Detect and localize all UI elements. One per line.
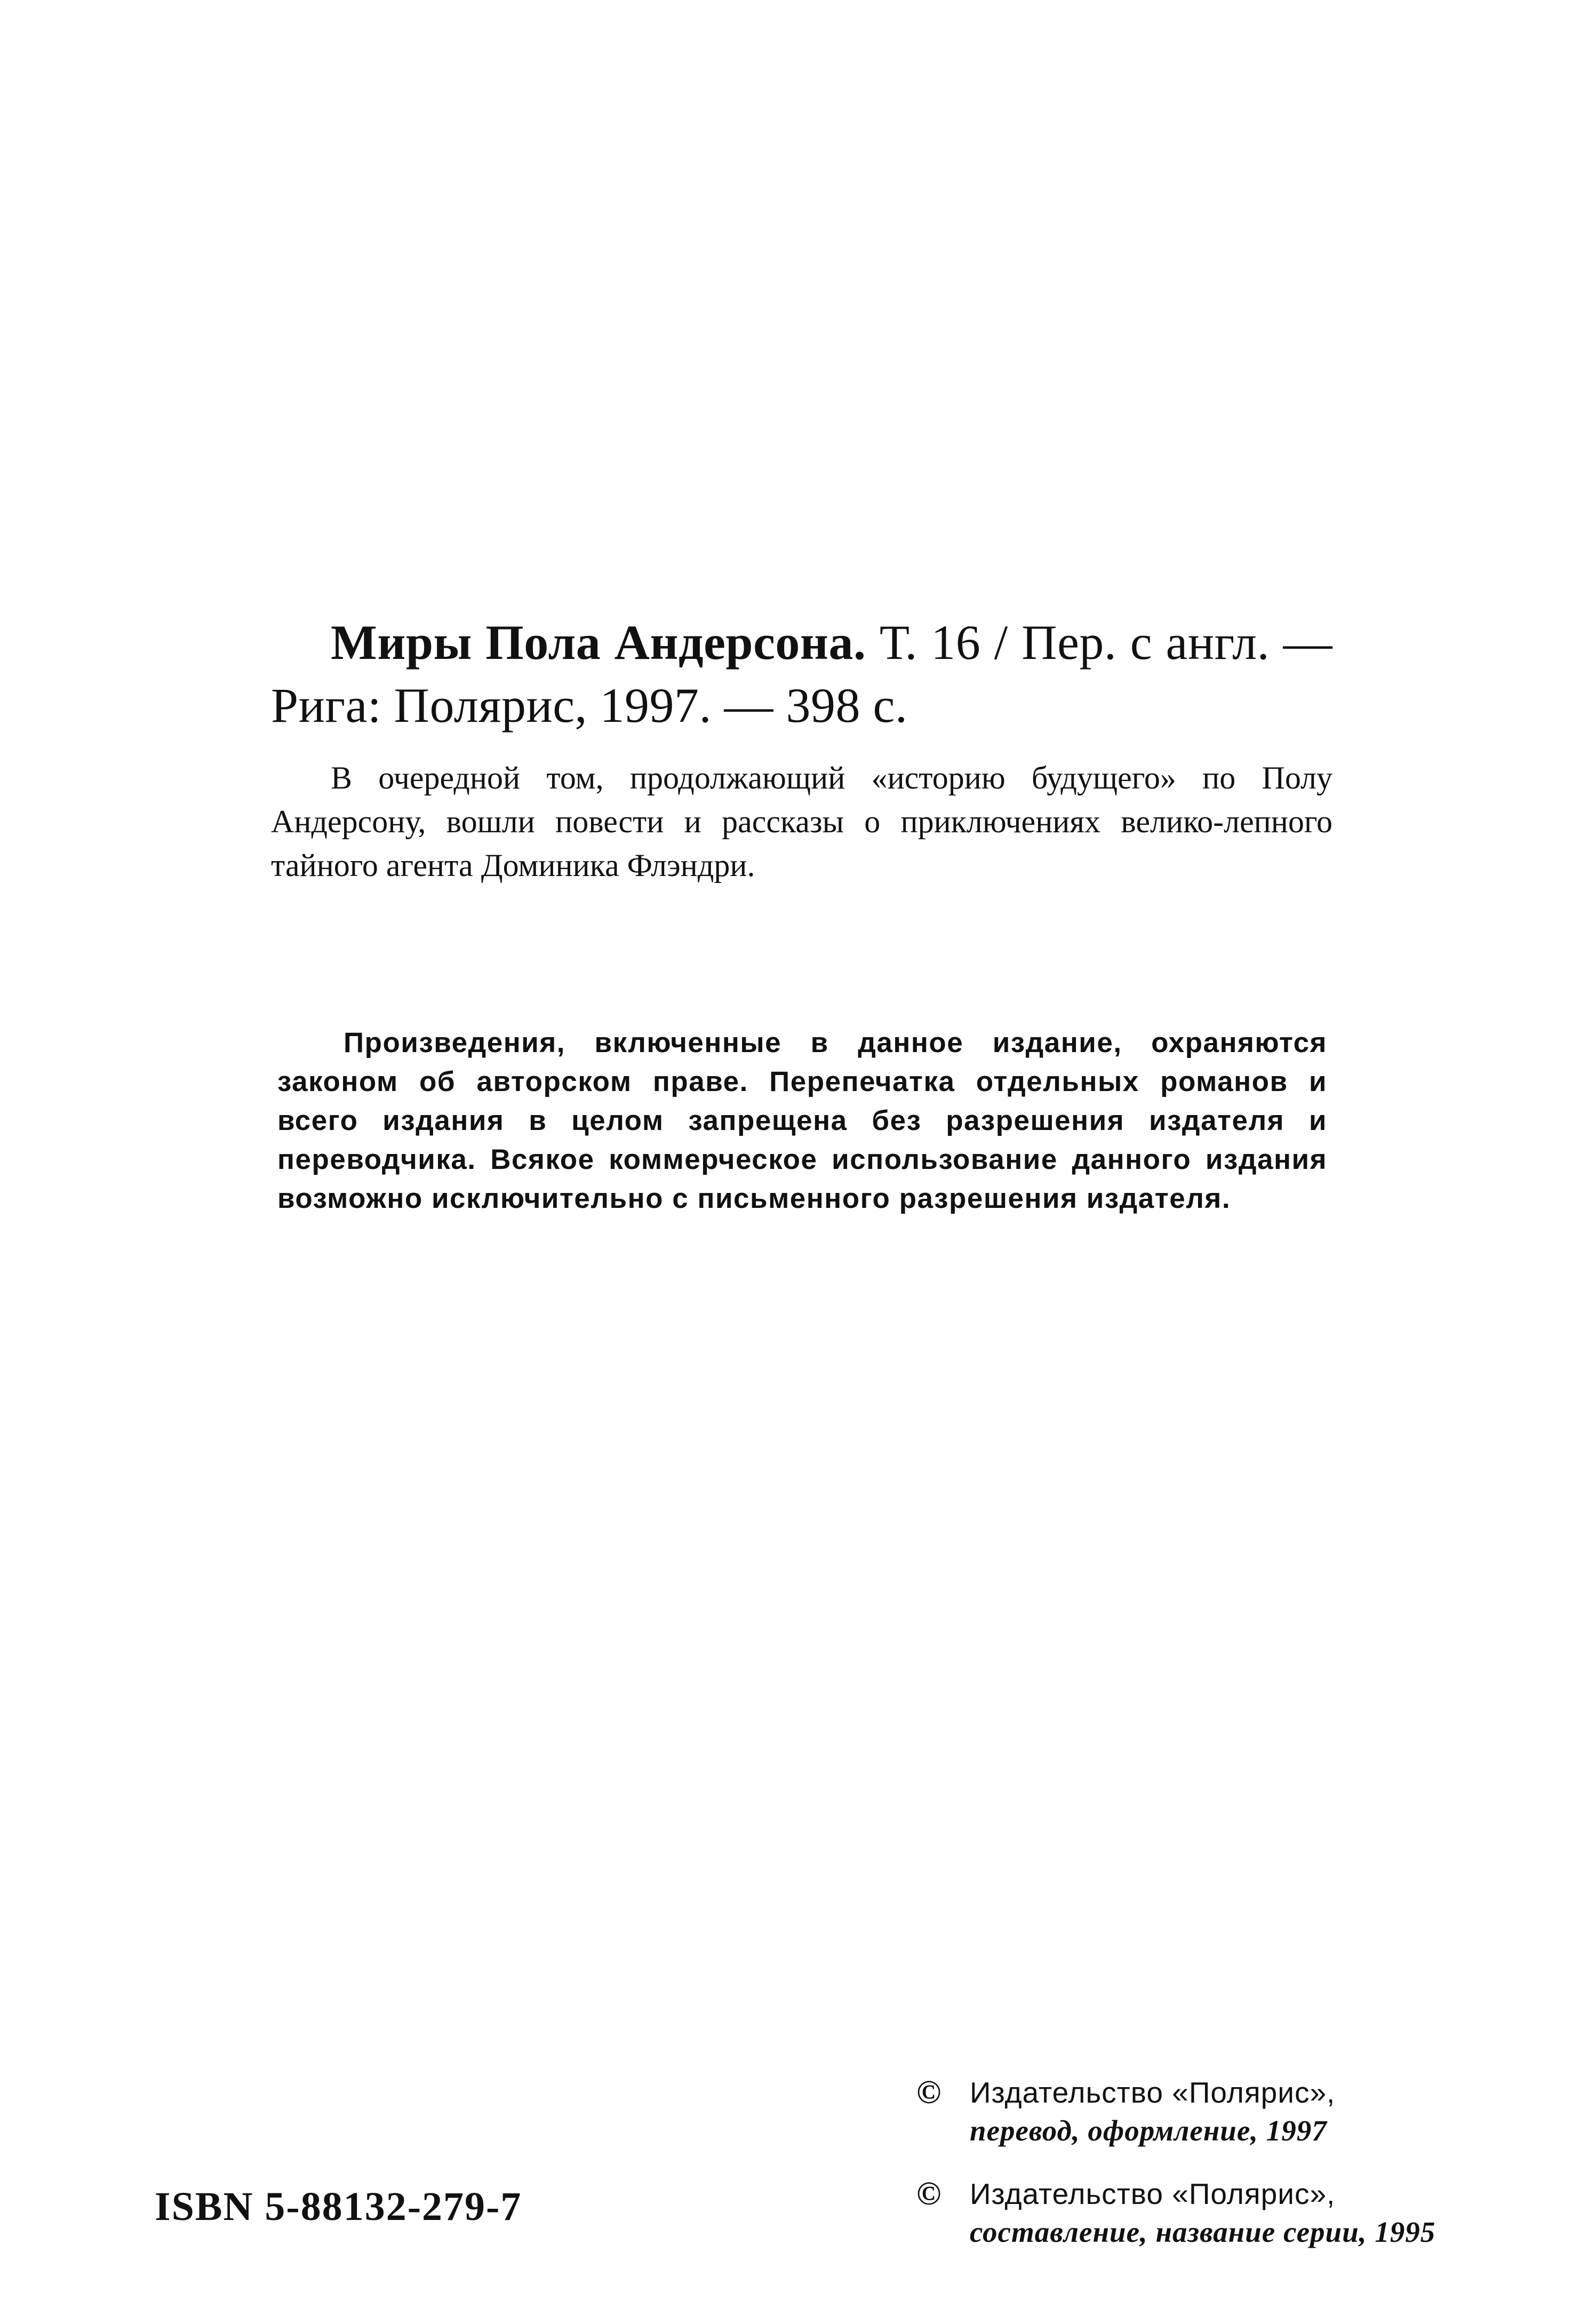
copyright-entry [916,2073,1498,2150]
bibliographic-citation [271,611,1332,737]
copyright-entry [916,2175,1498,2251]
copyright-scope: составление, название серии, 1995 [970,2216,1436,2248]
copyright-lines [916,2073,1498,2276]
copyright-notice: Произведения, включенные в данное издание, охраняются законом об авторском праве. Перепечатка отдельных романов и всего издания в целом запрещена без разрешения издателя и переводчика. Всякое коммерческое использование данного издания возможно исключительно с письменного разрешения издателя. [277,1027,1327,1214]
copyright-symbol: © [916,2176,941,2212]
copyright-holder: Издательство «Полярис», [970,2177,1336,2210]
isbn: ISBN 5-88132-279-7 [155,2184,522,2229]
copyright-scope: перевод, оформление, 1997 [970,2114,1327,2147]
copyright-holder: Издательство «Полярис», [970,2076,1336,2109]
book-series-title: Миры Пола Андерсона. [331,615,866,670]
copyright-symbol: © [916,2074,941,2111]
bibliographic-record [271,611,1332,887]
publication-details: Т. 16 / Пер. с англ. — Рига: Полярис, 1997. — 398 с. [271,615,1332,733]
book-annotation: В очередной том, продолжающий «историю будущего» по Полу Андерсону, вошли повести и рассказы о приключениях велико-лепного тайного агента Доминика Флэндри. [271,760,1332,883]
